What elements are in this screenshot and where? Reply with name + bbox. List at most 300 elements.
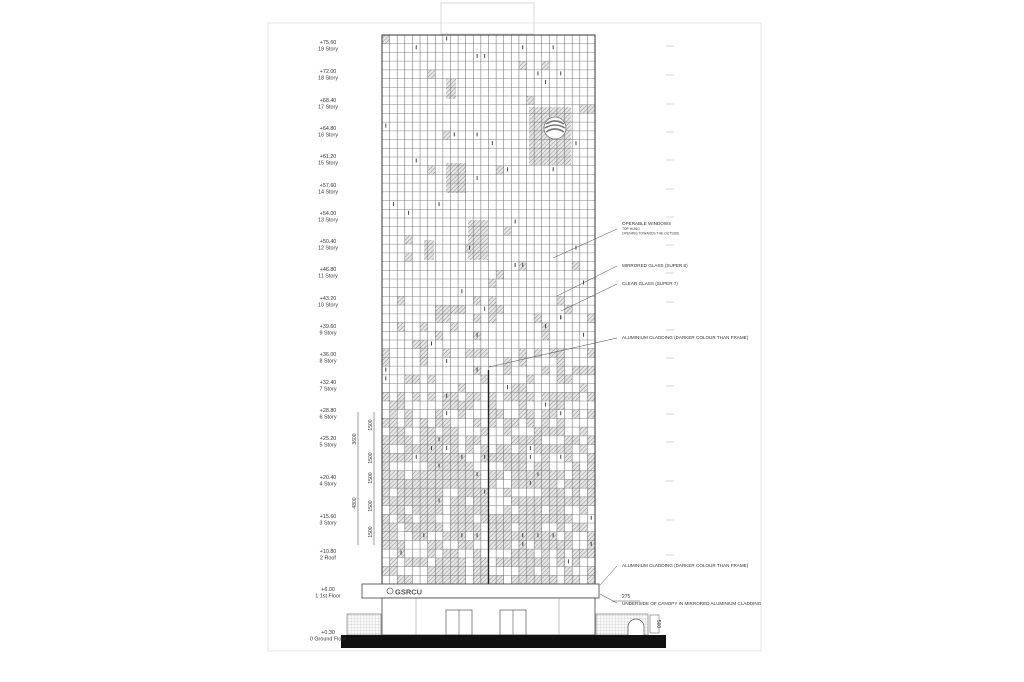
- cladding-panel: [450, 427, 458, 436]
- cladding-panel: [572, 436, 580, 445]
- level-name: 1 1st Floor: [315, 593, 341, 600]
- level-elevation: +64.80: [319, 126, 337, 132]
- cladding-panel: [511, 558, 519, 567]
- dim-1500-e: 1500: [368, 526, 374, 538]
- cladding-panel: [473, 392, 481, 401]
- cladding-panel: [435, 567, 443, 576]
- cladding-panel: [534, 558, 542, 567]
- fence-left: [347, 614, 381, 635]
- note-canopy: UNDERSIDE OF CANOPY IN MIRRORED ALUMINIUM CLADDING: [622, 601, 762, 606]
- cladding-panel: [587, 488, 595, 497]
- cladding-panel: [458, 514, 466, 523]
- level-name: 17 Story: [317, 104, 339, 111]
- cladding-panel: [428, 506, 436, 515]
- cladding-panel: [542, 549, 550, 558]
- cladding-panel: [473, 549, 481, 558]
- cladding-panel: [572, 462, 580, 471]
- cladding-panel: [580, 366, 588, 375]
- cladding-panel: [428, 427, 436, 436]
- cladding-panel: [405, 558, 413, 567]
- cladding-panel: [450, 549, 458, 558]
- cladding-panel: [473, 497, 481, 506]
- cladding-panel: [420, 497, 428, 506]
- cladding-panel: [542, 418, 550, 427]
- cladding-panel: [587, 471, 595, 480]
- cladding-panel: [527, 575, 535, 584]
- level-elevation: +43.20: [319, 296, 337, 302]
- cladding-panel: [412, 523, 420, 532]
- cladding-panel: [519, 61, 527, 70]
- cladding-panel: [504, 462, 512, 471]
- dim-4800: 4800: [352, 497, 358, 509]
- note-operable-sub1: TOP HUNG: [622, 227, 640, 231]
- cladding-panel: [504, 427, 512, 436]
- level-name: 16 Story: [317, 132, 339, 139]
- cladding-panel: [473, 296, 481, 305]
- cladding-panel: [549, 479, 557, 488]
- cladding-panel: [428, 375, 436, 384]
- cladding-panel: [397, 401, 405, 410]
- cladding-panel: [382, 488, 390, 497]
- cladding-panel: [511, 549, 519, 558]
- cladding-panel: [450, 453, 458, 462]
- cladding-panel: [443, 436, 451, 445]
- cladding-panel: [549, 575, 557, 584]
- cladding-panel: [565, 453, 573, 462]
- level-elevation: +61.20: [319, 154, 337, 160]
- cladding-panel: [390, 532, 398, 541]
- cladding-panel: [420, 427, 428, 436]
- cladding-panel: [565, 305, 573, 314]
- cladding-panel: [390, 410, 398, 419]
- cladding-panel: [572, 523, 580, 532]
- level-elevation: +6.00: [321, 587, 335, 593]
- level-name: 11 Story: [318, 273, 338, 280]
- cladding-panel: [473, 479, 481, 488]
- cladding-panel: [549, 471, 557, 480]
- cladding-panel: [580, 445, 588, 454]
- note-clear-glass: CLEAR GLASS (SUPER 7): [622, 281, 678, 286]
- cladding-panel: [511, 532, 519, 541]
- cladding-panel: [580, 105, 588, 114]
- cladding-panel: [443, 549, 451, 558]
- level-name: 19 Story: [317, 46, 339, 53]
- level-elevation: +15.60: [319, 514, 337, 520]
- cladding-panel: [549, 410, 557, 419]
- logo-emblem: [544, 117, 566, 139]
- cladding-panel: [557, 445, 565, 454]
- cladding-panel: [534, 427, 542, 436]
- cladding-panel: [412, 392, 420, 401]
- cladding-panel: [468, 220, 488, 260]
- cladding-panel: [450, 305, 458, 314]
- cladding-panel: [450, 558, 458, 567]
- cladding-panel: [450, 445, 458, 454]
- cladding-panel: [435, 488, 443, 497]
- cladding-panel: [587, 410, 595, 419]
- cladding-panel: [412, 532, 420, 541]
- cladding-panel: [527, 523, 535, 532]
- cladding-panel: [527, 497, 535, 506]
- cladding-panel: [527, 549, 535, 558]
- cladding-panel: [390, 453, 398, 462]
- cladding-panel: [549, 540, 557, 549]
- cladding-panel: [405, 453, 413, 462]
- cladding-panel: [519, 410, 527, 419]
- cladding-panel: [435, 575, 443, 584]
- cladding-panel: [458, 540, 466, 549]
- cladding-panel: [587, 497, 595, 506]
- cladding-panel: [557, 558, 565, 567]
- cladding-panel: [420, 357, 428, 366]
- cladding-panel: [489, 540, 497, 549]
- cladding-panel: [390, 418, 398, 427]
- cladding-panel: [481, 558, 489, 567]
- cladding-panel: [390, 540, 398, 549]
- cladding-panel: [443, 453, 451, 462]
- note-operable-windows: OPERABLE WINDOWS: [622, 221, 672, 226]
- cladding-panel: [557, 471, 565, 480]
- cladding-panel: [435, 558, 443, 567]
- cladding-panel: [572, 497, 580, 506]
- cladding-panel: [473, 488, 481, 497]
- cladding-panel: [580, 506, 588, 515]
- cladding-panel: [382, 35, 390, 44]
- cladding-panel: [405, 488, 413, 497]
- cladding-panel: [511, 575, 519, 584]
- cladding-panel: [542, 392, 550, 401]
- cladding-panel: [527, 96, 535, 105]
- cladding-panel: [435, 453, 443, 462]
- cladding-panel: [473, 558, 481, 567]
- cladding-panel: [450, 479, 458, 488]
- cladding-panel: [458, 462, 466, 471]
- cladding-panel: [428, 575, 436, 584]
- cladding-panel: [542, 497, 550, 506]
- cladding-panel: [549, 445, 557, 454]
- cladding-panel: [496, 532, 504, 541]
- cladding-panel: [481, 427, 489, 436]
- cladding-panel: [466, 349, 474, 358]
- note-cladding-upper: ALUMINIUM CLADDING (DARKER COLOUR THAN FRAME): [622, 335, 749, 340]
- cladding-panel: [534, 523, 542, 532]
- cladding-panel: [397, 296, 405, 305]
- cladding-panel: [428, 514, 436, 523]
- cladding-panel: [565, 540, 573, 549]
- cladding-panel: [397, 497, 405, 506]
- cladding-panel: [424, 240, 434, 260]
- cladding-panel: [557, 523, 565, 532]
- cladding-panel: [458, 479, 466, 488]
- cladding-panel: [382, 497, 390, 506]
- cladding-panel: [420, 471, 428, 480]
- dim-entry: 500: [655, 619, 661, 629]
- cladding-panel: [420, 436, 428, 445]
- cladding-panel: [443, 532, 451, 541]
- cladding-panel: [435, 331, 443, 340]
- cladding-panel: [496, 453, 504, 462]
- cladding-panel: [450, 462, 458, 471]
- cladding-panel: [435, 418, 443, 427]
- cladding-panel: [450, 392, 458, 401]
- cladding-panel: [511, 471, 519, 480]
- cladding-panel: [527, 375, 535, 384]
- cladding-panel: [496, 523, 504, 532]
- cladding-panel: [481, 497, 489, 506]
- dim-canopy: 275: [622, 594, 631, 600]
- cladding-panel: [466, 471, 474, 480]
- cladding-panel: [435, 471, 443, 480]
- cladding-panel: [572, 410, 580, 419]
- cladding-panel: [412, 445, 420, 454]
- cladding-panel: [450, 401, 458, 410]
- level-name: 10 Story: [317, 302, 339, 309]
- cladding-panel: [450, 471, 458, 480]
- cladding-panel: [466, 514, 474, 523]
- cladding-panel: [565, 375, 573, 384]
- cladding-panel: [458, 401, 466, 410]
- cladding-panel: [587, 549, 595, 558]
- cladding-panel: [428, 523, 436, 532]
- note-mirrored-glass: MIRRORED GLASS (SUPER 8): [622, 263, 688, 268]
- cladding-panel: [542, 575, 550, 584]
- cladding-panel: [443, 462, 451, 471]
- cladding-panel: [450, 436, 458, 445]
- cladding-panel: [397, 471, 405, 480]
- level-elevation: +25.20: [319, 436, 337, 442]
- dim-1500-d: 1500: [368, 500, 374, 512]
- cladding-panel: [557, 401, 565, 410]
- level-elevation: +72.00: [319, 69, 337, 75]
- cladding-panel: [565, 392, 573, 401]
- level-elevation: +36.00: [319, 352, 337, 358]
- cladding-panel: [420, 349, 428, 358]
- cladding-panel: [458, 506, 466, 515]
- cladding-panel: [443, 314, 451, 323]
- cladding-panel: [443, 558, 451, 567]
- cladding-panel: [587, 567, 595, 576]
- cladding-panel: [405, 523, 413, 532]
- cladding-panel: [557, 488, 565, 497]
- cladding-panel: [587, 479, 595, 488]
- cladding-panel: [511, 453, 519, 462]
- cladding-panel: [489, 575, 497, 584]
- cladding-panel: [397, 488, 405, 497]
- cladding-panel: [450, 514, 458, 523]
- cladding-panel: [557, 497, 565, 506]
- cladding-panel: [382, 567, 390, 576]
- cladding-panel: [565, 445, 573, 454]
- cladding-panel: [473, 575, 481, 584]
- cladding-panel: [428, 392, 436, 401]
- cladding-panel: [549, 427, 557, 436]
- cladding-panel: [458, 567, 466, 576]
- cladding-panel: [496, 471, 504, 480]
- cladding-panel: [504, 418, 512, 427]
- cladding-panel: [504, 558, 512, 567]
- cladding-panel: [557, 296, 565, 305]
- cladding-panel: [549, 497, 557, 506]
- cladding-panel: [504, 227, 512, 236]
- cladding-panel: [542, 540, 550, 549]
- cladding-panel: [473, 418, 481, 427]
- cladding-panel: [382, 445, 390, 454]
- cladding-panel: [527, 567, 535, 576]
- cladding-panel: [458, 410, 466, 419]
- cladding-panel: [580, 549, 588, 558]
- cladding-panel: [527, 410, 535, 419]
- cladding-panel: [412, 506, 420, 515]
- cladding-panel: [527, 506, 535, 515]
- cladding-panel: [496, 558, 504, 567]
- cladding-panel: [587, 532, 595, 541]
- cladding-panel: [405, 436, 413, 445]
- cladding-panel: [473, 349, 481, 358]
- cladding-panel: [420, 340, 428, 349]
- cladding-panel: [587, 575, 595, 584]
- cladding-panel: [450, 532, 458, 541]
- cladding-panel: [542, 558, 550, 567]
- cladding-panel: [549, 401, 557, 410]
- cladding-panel: [511, 462, 519, 471]
- cladding-panel: [549, 488, 557, 497]
- cladding-panel: [504, 392, 512, 401]
- cladding-panel: [420, 523, 428, 532]
- cladding-panel: [450, 506, 458, 515]
- cladding-panel: [519, 453, 527, 462]
- level-name: 12 Story: [317, 245, 339, 252]
- cladding-panel: [565, 567, 573, 576]
- cladding-panel: [382, 532, 390, 541]
- cladding-panel: [397, 514, 405, 523]
- level-name: 3 Story: [319, 520, 337, 527]
- cladding-panel: [382, 514, 390, 523]
- cladding-panel: [435, 445, 443, 454]
- cladding-panel: [446, 163, 466, 193]
- cladding-panel: [587, 392, 595, 401]
- cladding-panel: [557, 392, 565, 401]
- cladding-panel: [382, 357, 390, 366]
- cladding-panel: [496, 166, 504, 175]
- cladding-panel: [397, 575, 405, 584]
- cladding-panel: [527, 418, 535, 427]
- cladding-panel: [390, 558, 398, 567]
- cladding-panel: [466, 523, 474, 532]
- cladding-panel: [443, 575, 451, 584]
- cladding-panel: [572, 479, 580, 488]
- cladding-panel: [587, 436, 595, 445]
- cladding-panel: [405, 479, 413, 488]
- cladding-panel: [397, 506, 405, 515]
- cladding-panel: [473, 314, 481, 323]
- cladding-panel: [443, 479, 451, 488]
- cladding-panel: [549, 392, 557, 401]
- cladding-panel: [542, 479, 550, 488]
- cladding-panel: [397, 436, 405, 445]
- cladding-panel: [580, 479, 588, 488]
- cladding-panel: [489, 418, 497, 427]
- level-name: 13 Story: [317, 217, 339, 224]
- cladding-panel: [473, 567, 481, 576]
- cladding-panel: [519, 445, 527, 454]
- canopy-logo-text: GSRCU: [395, 587, 423, 597]
- cladding-panel: [420, 453, 428, 462]
- level-elevation: +10.80: [319, 549, 337, 555]
- cladding-panel: [527, 436, 535, 445]
- cladding-panel: [382, 453, 390, 462]
- cladding-panel: [390, 567, 398, 576]
- cladding-panel: [450, 523, 458, 532]
- cladding-panel: [489, 401, 497, 410]
- cladding-panel: [519, 514, 527, 523]
- cladding-panel: [511, 436, 519, 445]
- cladding-panel: [443, 427, 451, 436]
- cladding-panel: [542, 453, 550, 462]
- cladding-panel: [382, 436, 390, 445]
- cladding-panel: [397, 323, 405, 332]
- cladding-panel: [504, 532, 512, 541]
- cladding-panel: [420, 488, 428, 497]
- cladding-panel: [557, 514, 565, 523]
- cladding-panel: [466, 488, 474, 497]
- cladding-panel: [511, 497, 519, 506]
- level-name: 2 Roof: [320, 555, 336, 562]
- cladding-panel: [466, 540, 474, 549]
- cladding-panel: [420, 514, 428, 523]
- cladding-panel: [580, 523, 588, 532]
- cladding-panel: [527, 532, 535, 541]
- cladding-panel: [527, 514, 535, 523]
- cladding-panel: [511, 384, 519, 393]
- cladding-panel: [420, 445, 428, 454]
- level-elevation: +39.60: [319, 324, 337, 330]
- cladding-panel: [489, 305, 497, 314]
- cladding-panel: [412, 497, 420, 506]
- dim-1500-b: 1500: [368, 452, 374, 464]
- cladding-panel: [519, 523, 527, 532]
- cladding-panel: [511, 479, 519, 488]
- level-elevation: +50.40: [319, 239, 337, 245]
- cladding-panel: [496, 445, 504, 454]
- cladding-panel: [504, 540, 512, 549]
- cladding-panel: [489, 523, 497, 532]
- ground-base: [341, 635, 666, 648]
- cladding-panel: [542, 445, 550, 454]
- cladding-panel: [519, 392, 527, 401]
- cladding-panel: [504, 453, 512, 462]
- cladding-panel: [412, 488, 420, 497]
- cladding-panel: [519, 471, 527, 480]
- cladding-panel: [572, 262, 580, 271]
- cladding-panel: [542, 410, 550, 419]
- cladding-panel: [557, 427, 565, 436]
- cladding-panel: [435, 410, 443, 419]
- cladding-panel: [519, 567, 527, 576]
- cladding-panel: [481, 349, 489, 358]
- dim-3600: 3600: [352, 433, 358, 445]
- cladding-panel: [557, 366, 565, 375]
- cladding-panel: [496, 540, 504, 549]
- cladding-panel: [534, 314, 542, 323]
- cladding-panel: [390, 523, 398, 532]
- cladding-panel: [519, 479, 527, 488]
- cladding-panel: [412, 375, 420, 384]
- level-name: 0 Ground Floor: [309, 636, 347, 643]
- cladding-panel: [412, 558, 420, 567]
- cladding-panel: [565, 514, 573, 523]
- cladding-panel: [542, 532, 550, 541]
- cladding-panel: [428, 453, 436, 462]
